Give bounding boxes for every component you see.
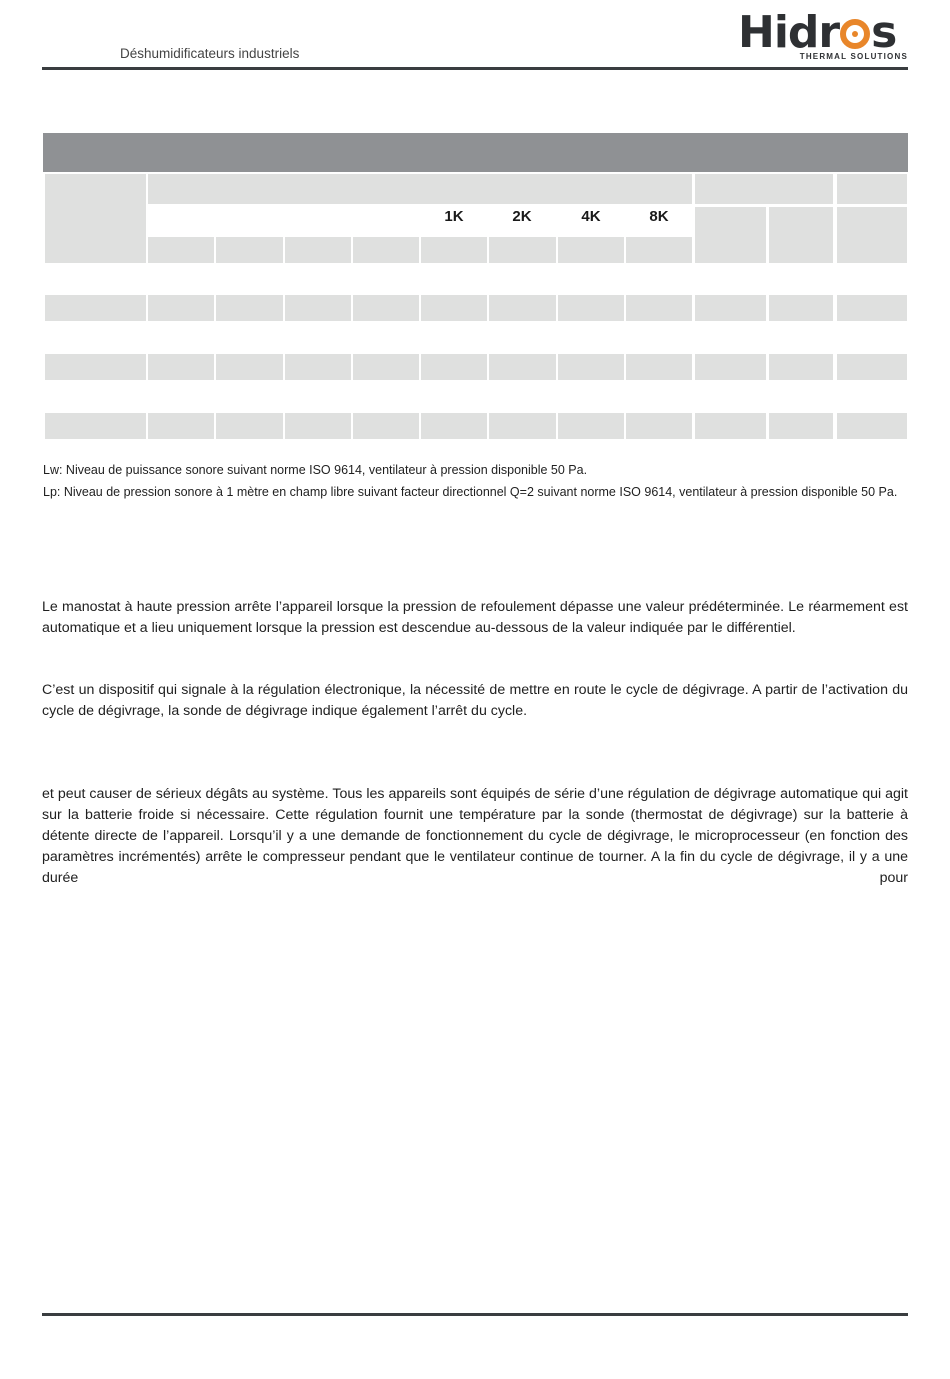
table-cell xyxy=(421,354,487,380)
table-cell xyxy=(489,354,556,380)
note-lp: Lp: Niveau de pression sonore à 1 mètre en champ libre suivant facteur directionnel Q=2 suivant norme ISO 9614, ventilateur à pression disponible 50 Pa. xyxy=(43,485,898,499)
table-cell xyxy=(769,354,833,380)
footer-divider xyxy=(42,1313,908,1316)
column-header-2k: 2K xyxy=(512,208,532,225)
table-cell xyxy=(285,237,351,263)
table-cell xyxy=(353,237,419,263)
paragraph-defrost-probe: C’est un dispositif qui signale à la régulation électronique, la nécessité de mettre en route le cycle de dégivrage. A partir de l’activation du cycle de dégivrage, la sonde de dégivrage indique également l’arrêt du cycle. xyxy=(42,682,908,719)
table-cell xyxy=(626,237,692,263)
paragraph-defrost-control: et peut causer de sérieux dégâts au système. Tous les appareils sont équipés de série d’une régulation de dégivrage automatique qui agit sur la batterie froide si nécessaire. Cette régulation fournit une température par la sonde (thermostat de dégivrage) sur la batterie à détente directe de l’appareil. Lorsqu’il y a une demande de fonctionnement du cycle de dégivrage, le microprocesseur (en fonction des paramètres incrémentés) arrête le compresseur pendant que le ventilateur continue de tourner. A la fin du cycle de dégivrage, il y a une durée pour xyxy=(42,786,908,886)
table-cell xyxy=(421,413,487,439)
table-cell xyxy=(769,413,833,439)
table-cell xyxy=(216,295,283,321)
table-cell xyxy=(148,295,214,321)
column-header-1k: 1K xyxy=(444,208,464,225)
table-cell xyxy=(148,174,692,204)
table-cell xyxy=(216,354,283,380)
table-cell xyxy=(837,295,907,321)
table-cell xyxy=(148,354,214,380)
table-cell xyxy=(558,237,624,263)
table-cell xyxy=(489,413,556,439)
logo-wordmark: Hidr s xyxy=(738,7,897,58)
table-cell xyxy=(489,295,556,321)
table-cell xyxy=(695,354,766,380)
table-cell xyxy=(148,237,214,263)
table-cell xyxy=(769,295,833,321)
note-lw: Lw: Niveau de puissance sonore suivant norme ISO 9614, ventilateur à pression disponible 50 Pa. xyxy=(43,463,588,477)
table-cell xyxy=(769,207,833,263)
table-cell xyxy=(421,237,487,263)
table-cell xyxy=(489,237,556,263)
logo-o-icon xyxy=(840,19,870,49)
header-divider xyxy=(42,67,908,70)
table-cell xyxy=(626,354,692,380)
table-cell xyxy=(695,207,766,263)
column-header-8k: 8K xyxy=(649,208,669,225)
table-cell xyxy=(558,295,624,321)
table-cell xyxy=(353,295,419,321)
table-cell xyxy=(353,354,419,380)
table-cell xyxy=(216,413,283,439)
table-cell xyxy=(837,413,907,439)
table-cell xyxy=(285,413,351,439)
table-cell xyxy=(285,295,351,321)
table-cell xyxy=(695,174,833,204)
table-cell xyxy=(216,237,283,263)
table-cell xyxy=(695,295,766,321)
table-cell xyxy=(837,354,907,380)
document-subtitle: Déshumidificateurs industriels xyxy=(120,46,300,61)
table-cell xyxy=(837,207,907,263)
table-cell xyxy=(45,295,146,321)
table-cell xyxy=(45,413,146,439)
paragraph-high-pressure-switch: Le manostat à haute pression arrête l’appareil lorsque la pression de refoulement dépasse une valeur prédéterminée. Le réarmement est automatique et a lieu uniquement lorsque la pression est descendue au-dessous de la valeur indiquée par le différentiel. xyxy=(42,599,908,636)
table-cell xyxy=(626,295,692,321)
logo-tagline: THERMAL SOLUTIONS xyxy=(799,52,908,61)
table-cell xyxy=(558,413,624,439)
table-cell xyxy=(45,354,146,380)
table-header-band xyxy=(43,133,908,172)
table-cell xyxy=(626,413,692,439)
table-cell xyxy=(421,295,487,321)
table-cell xyxy=(558,354,624,380)
table-cell xyxy=(695,413,766,439)
table-cell xyxy=(45,174,146,263)
table-cell xyxy=(285,354,351,380)
table-cell xyxy=(837,174,907,204)
column-header-4k: 4K xyxy=(581,208,601,225)
table-cell xyxy=(353,413,419,439)
table-cell xyxy=(148,413,214,439)
hidros-logo xyxy=(738,7,910,62)
